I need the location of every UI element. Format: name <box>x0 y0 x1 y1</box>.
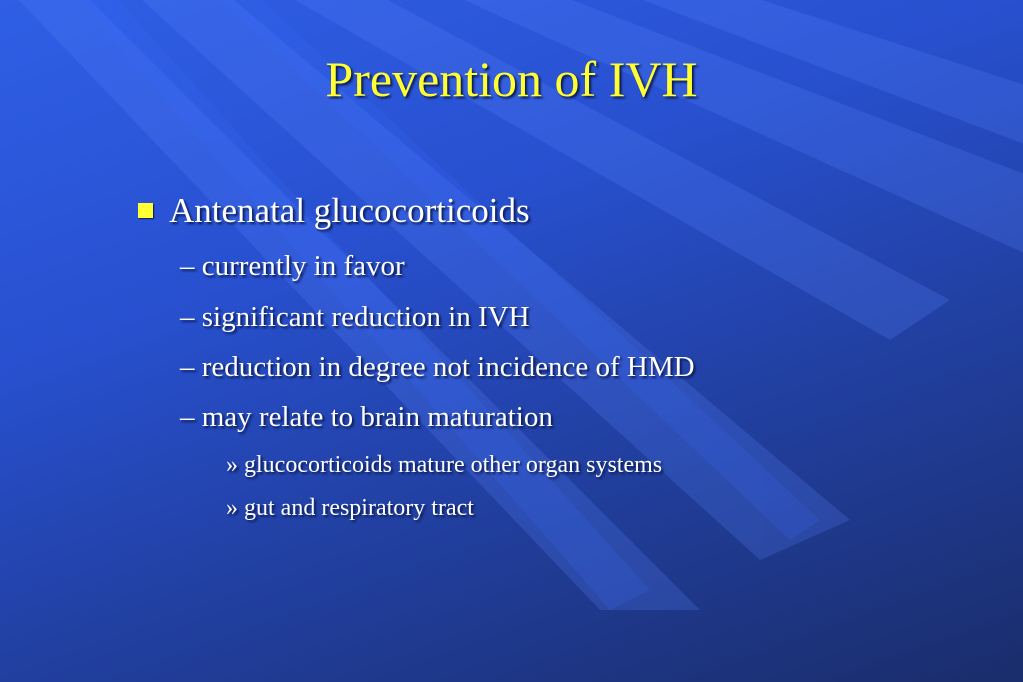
bullet-level-1 <box>138 191 530 231</box>
square-bullet-icon <box>138 203 153 218</box>
sub-bullet: – reduction in degree not incidence of HMD <box>180 351 695 383</box>
sub-sub-bullet: » glucocorticoids mature other organ systems <box>226 452 663 478</box>
slide-title: Prevention of IVH <box>325 51 698 107</box>
sub-bullet: – currently in favor <box>180 250 405 282</box>
sub-sub-bullet: » gut and respiratory tract <box>226 495 474 521</box>
sub-bullet: – significant reduction in IVH <box>180 301 530 333</box>
bullet-text: Antenatal glucocorticoids <box>169 191 530 230</box>
sub-bullet: – may relate to brain maturation <box>180 401 553 433</box>
